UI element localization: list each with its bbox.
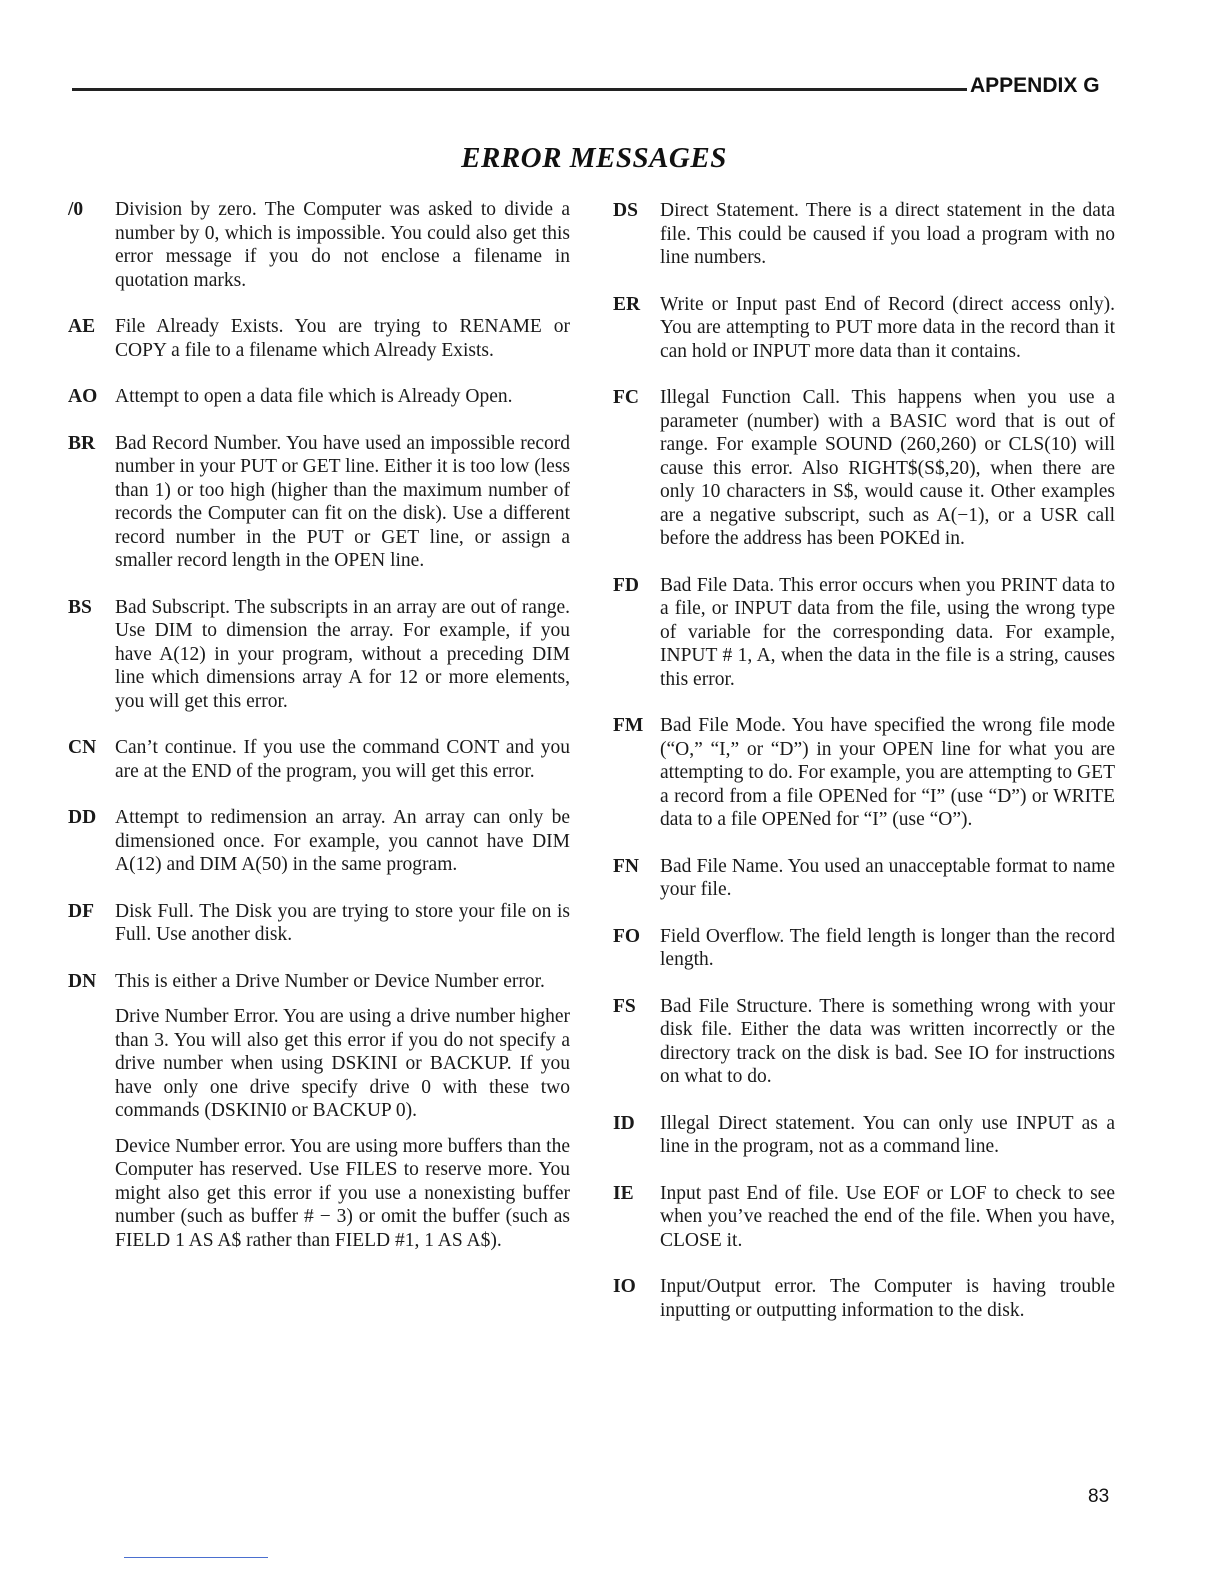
error-description xyxy=(660,1112,1115,1159)
right-column xyxy=(613,199,1115,1345)
error-code: BS xyxy=(68,596,92,618)
error-code: FS xyxy=(613,995,636,1017)
error-description xyxy=(660,293,1115,364)
error-code: FC xyxy=(613,387,639,408)
error-description xyxy=(115,806,570,877)
description-paragraph: Direct Statement. There is a direct statement in the data file. This could be caused if you load a program with no line numbers. xyxy=(660,200,1115,268)
error-entry xyxy=(613,1112,1115,1159)
error-entry xyxy=(613,386,1115,551)
description-paragraph: Drive Number Error. You are using a drive number higher than 3. You will also get this error if you do not specify a drive number when using DSKINI or BACKUP. If you have only one drive specify drive 0 with these two commands (DSKINI0 or BACKUP 0). xyxy=(115,1006,570,1121)
error-description xyxy=(115,900,570,947)
error-code: ER xyxy=(613,293,641,315)
error-code: FN xyxy=(613,855,639,877)
error-description xyxy=(660,1275,1115,1322)
error-code: FD xyxy=(613,574,639,596)
error-description xyxy=(115,970,570,1253)
description-paragraph: Device Number error. You are using more buffers than the Computer has reserved. Use FILES to reserve more. You might also get this error if you use a nonexisting buffer number (such as buffer # − 3) or omit the buffer (such as FIELD 1 AS A$ rather than FIELD #1, 1 AS A$). xyxy=(115,1135,570,1251)
error-entry xyxy=(68,806,570,877)
error-code: BR xyxy=(68,432,96,454)
description-paragraph: Input past End of file. Use EOF or LOF to check to see when you’ve reached the end of the file. When you have, CLOSE it. xyxy=(660,1182,1115,1251)
error-code: FM xyxy=(613,715,644,736)
error-entry xyxy=(613,574,1115,692)
appendix-label: APPENDIX G xyxy=(970,74,1100,97)
error-code: DF xyxy=(68,900,94,922)
error-entry xyxy=(613,714,1115,832)
description-paragraph: Attempt to open a data file which is Already Open. xyxy=(115,386,513,407)
description-paragraph: Bad Subscript. The subscripts in an array are out of range. Use DIM to dimension the array. For example, if you have A(12) in your program, without a preceding DIM line which dimensions array A for 12 or more elements, you will get this error. xyxy=(115,596,570,712)
error-entry xyxy=(613,995,1115,1089)
error-entry xyxy=(613,1182,1115,1253)
description-paragraph: Illegal Function Call. This happens when you use a parameter (number) with a BASIC word that is out of range. For example SOUND (260,260) or CLS(10) will cause this error. Also RIGHT$(S$,20), when there are only 10 characters in S$, would cause it. Other examples are a negative subscript, such as A(−1), or a USR call before the address has been POKEd in. xyxy=(660,387,1115,549)
error-code: IE xyxy=(613,1182,634,1204)
error-description xyxy=(115,432,570,573)
error-entry xyxy=(613,855,1115,902)
page-number: 83 xyxy=(1088,1486,1110,1507)
error-description xyxy=(660,995,1115,1089)
description-paragraph: Attempt to redimension an array. An array can only be dimensioned once. For example, you cannot have DIM A(12) and DIM A(50) in the same program. xyxy=(115,807,570,875)
error-code: AO xyxy=(68,386,98,407)
description-paragraph: File Already Exists. You are trying to RENAME or COPY a file to a filename which Already Exists. xyxy=(115,316,570,361)
error-code: IO xyxy=(613,1276,636,1297)
error-entry xyxy=(613,925,1115,972)
error-description xyxy=(115,198,570,292)
error-entry xyxy=(68,385,570,409)
error-code: DS xyxy=(613,200,638,221)
description-paragraph: Can’t continue. If you use the command CONT and you are at the END of the program, you will get this error. xyxy=(115,737,570,782)
error-description xyxy=(115,315,570,362)
error-description xyxy=(660,574,1115,692)
error-description xyxy=(660,1182,1115,1253)
description-paragraph: Disk Full. The Disk you are trying to store your file on is Full. Use another disk. xyxy=(115,900,570,945)
error-entry xyxy=(68,432,570,573)
description-paragraph: This is either a Drive Number or Device Number error. xyxy=(115,970,545,992)
error-entry xyxy=(68,970,570,1253)
footer-line xyxy=(124,1557,268,1558)
error-description xyxy=(115,385,570,409)
error-code: /0 xyxy=(68,199,84,220)
page-title: ERROR MESSAGES xyxy=(461,142,727,174)
error-description xyxy=(660,925,1115,972)
description-paragraph: Bad File Structure. There is something wrong with your disk file. Either the data was written incorrectly or the directory track on the disk is bad. See IO for instructions on what to do. xyxy=(660,995,1115,1087)
error-code: AE xyxy=(68,316,96,337)
error-entry xyxy=(613,293,1115,364)
description-paragraph: Input/Output error. The Computer is having trouble inputting or outputting information to the disk. xyxy=(660,1276,1115,1321)
error-code: CN xyxy=(68,737,97,758)
error-description xyxy=(660,386,1115,551)
error-entry xyxy=(68,736,570,783)
description-paragraph: Division by zero. The Computer was asked to divide a number by 0, which is impossible. You could also get this error message if you do not enclose a filename in quotation marks. xyxy=(115,199,570,291)
error-code: ID xyxy=(613,1112,635,1134)
error-code: DD xyxy=(68,807,97,828)
description-paragraph: Bad File Mode. You have specified the wrong file mode (“O,” “I,” or “D”) in your OPEN line for what you are attempting to do. For example, you are attempting to GET a record from a file OPENed for “I” (use “D”) or WRITE data to a file OPENed for “I” (use “O”). xyxy=(660,715,1115,830)
description-paragraph: Field Overflow. The field length is longer than the record length. xyxy=(660,925,1115,970)
error-entry xyxy=(613,1275,1115,1322)
description-paragraph: Bad File Name. You used an unacceptable format to name your file. xyxy=(660,855,1115,900)
error-entry xyxy=(68,315,570,362)
error-entry xyxy=(68,900,570,947)
error-description xyxy=(660,199,1115,270)
error-description xyxy=(660,855,1115,902)
error-entry xyxy=(68,198,570,292)
error-entry xyxy=(68,596,570,714)
description-paragraph: Bad Record Number. You have used an impossible record number in your PUT or GET line. Either it is too low (less than 1) or too high (higher than the maximum number of records the Computer can fit on the disk). Use a different record number in the PUT or GET line, or assign a smaller record length in the OPEN line. xyxy=(115,432,570,571)
error-description xyxy=(115,736,570,783)
error-description xyxy=(115,596,570,714)
error-description xyxy=(660,714,1115,832)
header-rule xyxy=(72,88,967,91)
error-entry xyxy=(613,199,1115,270)
description-paragraph: Illegal Direct statement. You can only use INPUT as a line in the program, not as a command line. xyxy=(660,1112,1115,1157)
left-column xyxy=(68,198,570,1275)
description-paragraph: Write or Input past End of Record (direct access only). You are attempting to PUT more data in the record than it can hold or INPUT more data than it contains. xyxy=(660,293,1115,362)
description-paragraph: Bad File Data. This error occurs when you PRINT data to a file, or INPUT data from the file, using the wrong type of variable for the corresponding data. For example, INPUT # 1, A, when the data in the file is a string, causes this error. xyxy=(660,574,1115,690)
error-code: FO xyxy=(613,925,641,947)
error-code: DN xyxy=(68,970,97,992)
